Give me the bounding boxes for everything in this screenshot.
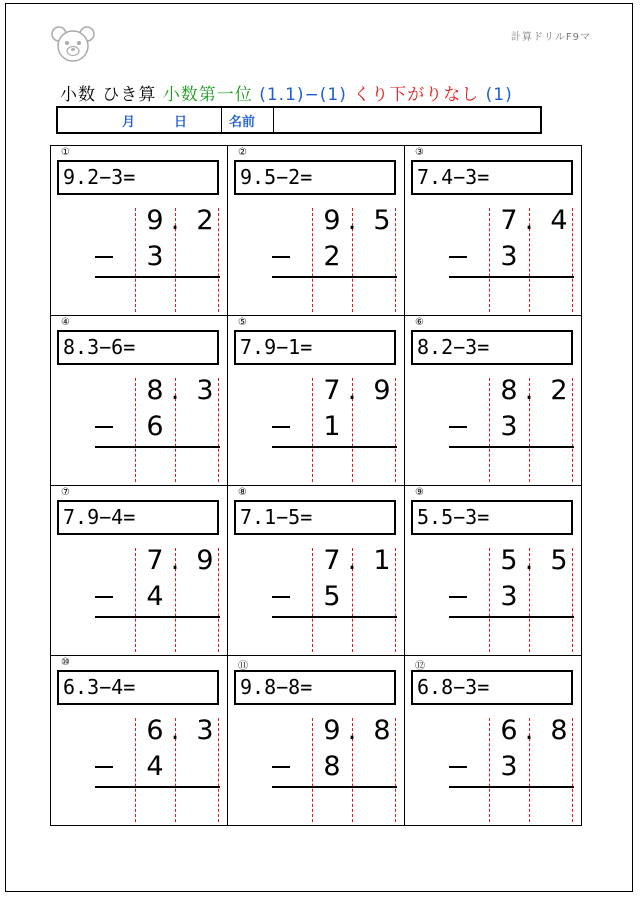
answer-line [272,786,397,788]
minuend-tenths-digit: 9 [373,375,391,406]
bear-logo-icon [48,24,98,64]
problem-cell [405,316,581,486]
subtrahend-digit: 2 [323,241,341,272]
decimal-point: . [347,205,357,236]
answer-line [449,786,574,788]
answer-line [449,446,574,448]
minuend-ones-digit: 8 [146,375,164,406]
guide-line [489,378,490,482]
guide-line [312,208,313,312]
decimal-point: . [170,375,180,406]
minuend-ones-digit: 9 [323,715,341,746]
minus-sign [95,426,113,428]
name-label: 名前 [229,115,256,130]
decimal-point: . [347,545,357,576]
minuend-ones-digit: 9 [146,205,164,236]
problem-number: ⑨ [415,487,424,498]
decimal-point: . [170,545,180,576]
decimal-point: . [524,375,534,406]
equation-box[interactable]: 6.3−4= [57,670,219,705]
decimal-point: . [347,375,357,406]
minus-sign [272,766,290,768]
minus-sign [95,256,113,258]
name-date-box [56,106,542,134]
minuend-ones-digit: 9 [323,205,341,236]
answer-line [95,446,220,448]
minuend-ones-digit: 8 [500,375,518,406]
problem-number: ④ [61,317,70,328]
minuend-ones-digit: 5 [500,545,518,576]
problem-cell [51,486,228,656]
minus-sign [449,596,467,598]
minuend-ones-digit: 7 [323,375,341,406]
subtrahend-digit: 8 [323,751,341,782]
problem-number: ⑫ [415,661,425,672]
minuend-tenths-digit: 3 [196,715,214,746]
problem-cell [405,146,581,316]
answer-line [449,276,574,278]
answer-line [272,616,397,618]
subtrahend-digit: 3 [500,751,518,782]
guide-line [312,718,313,822]
problem-number: ② [238,147,247,158]
problem-cell [405,656,581,826]
minuend-tenths-digit: 1 [373,545,391,576]
problem-cell [405,486,581,656]
minuend-tenths-digit: 2 [196,205,214,236]
answer-line [95,276,220,278]
subtrahend-digit: 3 [500,411,518,442]
subtrahend-digit: 5 [323,581,341,612]
equation-box[interactable]: 7.1−5= [234,500,396,535]
equation-box[interactable]: 9.2−3= [57,160,219,195]
problem-number: ⑩ [61,657,70,668]
title-subject: 小数 ひき算 [60,85,157,105]
minuend-ones-digit: 6 [500,715,518,746]
decimal-point: . [170,715,180,746]
answer-line [95,786,220,788]
equation-box[interactable]: 7.9−1= [234,330,396,365]
equation-box[interactable]: 8.3−6= [57,330,219,365]
guide-line [135,548,136,652]
minuend-tenths-digit: 5 [373,205,391,236]
problem-grid [50,145,582,826]
minuend-tenths-digit: 4 [550,205,568,236]
minus-sign [95,766,113,768]
problem-number: ⑤ [238,317,247,328]
minus-sign [272,596,290,598]
subtrahend-digit: 6 [146,411,164,442]
subtrahend-digit: 4 [146,581,164,612]
equation-box[interactable]: 9.8−8= [234,670,396,705]
minuend-tenths-digit: 3 [196,375,214,406]
title-format: (1.1)−(1) [259,85,347,105]
minuend-ones-digit: 7 [500,205,518,236]
month-label: 月 [122,115,136,130]
minus-sign [449,766,467,768]
minuend-tenths-digit: 2 [550,375,568,406]
subtrahend-digit: 3 [500,241,518,272]
minus-sign [449,256,467,258]
date-field[interactable] [58,108,222,132]
equation-box[interactable]: 5.5−3= [411,500,573,535]
equation-box[interactable]: 6.8−3= [411,670,573,705]
guide-line [489,548,490,652]
subtrahend-digit: 3 [500,581,518,612]
minus-sign [272,256,290,258]
minuend-tenths-digit: 9 [196,545,214,576]
minuend-ones-digit: 7 [323,545,341,576]
minus-sign [449,426,467,428]
name-label-cell [221,108,274,132]
problem-number: ⑪ [238,661,248,672]
guide-line [312,548,313,652]
day-label: 日 [174,115,188,130]
minus-sign [272,426,290,428]
problem-cell [228,656,405,826]
title-sheet-number: (1) [485,85,513,105]
minuend-tenths-digit: 5 [550,545,568,576]
problem-cell [51,316,228,486]
title-condition: くり下がりなし [353,85,480,105]
equation-box[interactable]: 9.5−2= [234,160,396,195]
minuend-ones-digit: 6 [146,715,164,746]
answer-line [272,276,397,278]
guide-line [312,378,313,482]
decimal-point: . [524,715,534,746]
equation-box[interactable]: 7.4−3= [411,160,573,195]
guide-line [489,718,490,822]
problem-cell [51,656,228,826]
worksheet-title [60,80,513,105]
problem-number: ⑦ [61,487,70,498]
answer-line [95,616,220,618]
decimal-point: . [524,205,534,236]
problem-cell [228,146,405,316]
answer-line [272,446,397,448]
subtrahend-digit: 4 [146,751,164,782]
answer-line [449,616,574,618]
problem-number: ⑧ [238,487,247,498]
problem-cell [228,486,405,656]
minuend-tenths-digit: 8 [550,715,568,746]
problem-number: ③ [415,147,424,158]
guide-line [135,208,136,312]
problem-number: ⑥ [415,317,424,328]
minus-sign [95,596,113,598]
minuend-ones-digit: 7 [146,545,164,576]
title-topic: 小数第一位 [162,85,253,105]
decimal-point: . [170,205,180,236]
minuend-tenths-digit: 8 [373,715,391,746]
equation-box[interactable]: 7.9−4= [57,500,219,535]
guide-line [135,718,136,822]
problem-cell [228,316,405,486]
equation-box[interactable]: 8.2−3= [411,330,573,365]
decimal-point: . [524,545,534,576]
guide-line [135,378,136,482]
problem-number: ① [61,147,70,158]
brand-label: 計算ドリルF9マ [510,32,591,43]
problem-cell [51,146,228,316]
subtrahend-digit: 3 [146,241,164,272]
decimal-point: . [347,715,357,746]
guide-line [489,208,490,312]
subtrahend-digit: 1 [323,411,341,442]
